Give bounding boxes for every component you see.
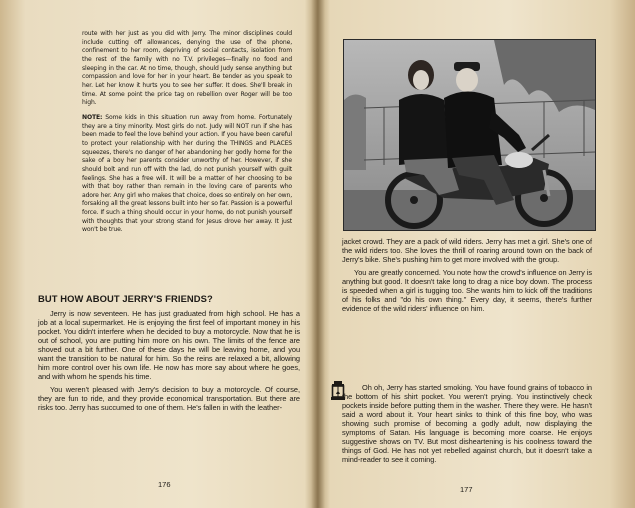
left-upper-text: [82, 30, 292, 239]
right-paragraph-2: You are greatly concerned. You note how the crowd's influence on Jerry is anything but good. It doesn't take long to drag a nice boy down. The process is speeded when a girl is tugging too. She wants him to kick off the traditions of his folks and "do his own thing." Every day, it seems, there's further evidence of the wild riders' influence on him.: [342, 268, 592, 313]
right-upper-text: [342, 237, 592, 317]
motorcycle-couple-photo: [343, 39, 596, 231]
photo-illustration: [344, 40, 595, 230]
note-paragraph: [82, 114, 292, 235]
note-label: NOTE:: [82, 113, 103, 121]
page-number-right: 177: [460, 485, 473, 494]
left-page: [0, 0, 316, 508]
intro-paragraph: route with her just as you did with Jerry. The minor disciplines could include cutting off allowances, denying the use of the phone, confinement to her room, depriving of social contacts, isolation from the rest of the family with no T.V. privileges—finally no food and sleeping in the car. At no time, though, should Judy sense anything but compassion and love for her in your heart. Be tender as you speak to her. Let her know it hurts you to see her suffer. It does. She'll break in time. At some point the price tag on rebellion over Roger will be too high.: [82, 30, 292, 107]
page-number-left: 176: [158, 480, 171, 489]
note-text: Some kids in this situation run away from home. Fortunately they are a tiny minority. Most girls do not. Judy will NOT run if she has been made to feel the love behind your action. If you have been careful to protect your relationship with her during the THINGS and PLACES squeezes, there's no danger of her abandoning her godly home for the sake of a boy her parents consider unworthy of her. However, if she should bolt and run off with the lad, do not punish yourself with guilt feelings. She has a free will. It will be a matter of her choosing to be with that boy rather than remain in the loving care of parents who adore her. Any girl who makes that choice, does so entirely on her own, forsaking all the great lessons built into her so far. Passion is a powerful force. If such a thing should occur in your home, do not punish yourself with thoughts that your strong stand for Jesus drove her away. It just won't be true.: [82, 113, 292, 234]
left-paragraph-2: You weren't pleased with Jerry's decision to buy a motorcycle. Of course, they are fun to ride, and they provide economical transportation. But there are risks too. Jerry has succumed to one of them. He's fallen in with the leather-: [38, 385, 300, 412]
right-paragraph-1: jacket crowd. They are a pack of wild riders. Jerry has met a girl. She's one of the wild riders too. She loves the thrill of roaring around town on the back of Jerry's bike. She's pushing him to get more involved with the group.: [342, 237, 592, 264]
section-heading: BUT HOW ABOUT JERRY'S FRIENDS?: [38, 293, 213, 304]
left-paragraph-1: Jerry is now seventeen. He has just graduated from high school. He has a job at a local supermarket. He is enjoying the first feel of important money in his pocket. You didn't interfere when he decided to buy a motorcycle. Now that he is out of school, you are putting him more on his own. The limits of the fence are shoved out a bit further. One of these days he will be leaving home, and you want the transition to be natural for him. So the reins are relaxed a bit, allowing him more control over his own life. He now has more say about where he goes, and with whom he spends his time.: [38, 309, 300, 381]
left-lower-text: [38, 309, 300, 416]
right-paragraph-3: Oh oh, Jerry has started smoking. You have found grains of tobacco in the bottom of his shirt pocket. You weren't prying. You instinctively check pockets inside before putting them in the washer. There they were. He hasn't said a word about it. Your heart sinks to think of this fine boy, who was showing such promise of becoming a godly adult, now displaying the symptoms of Satan. His language is becoming more coarse. He enjoys suggestive shows on TV. But most disheartening is his coolness toward the things of God. He has not yet rebelled against church, but it doesn't take a mind-reader to see it coming.: [342, 383, 592, 464]
right-lower-text: [342, 383, 592, 468]
